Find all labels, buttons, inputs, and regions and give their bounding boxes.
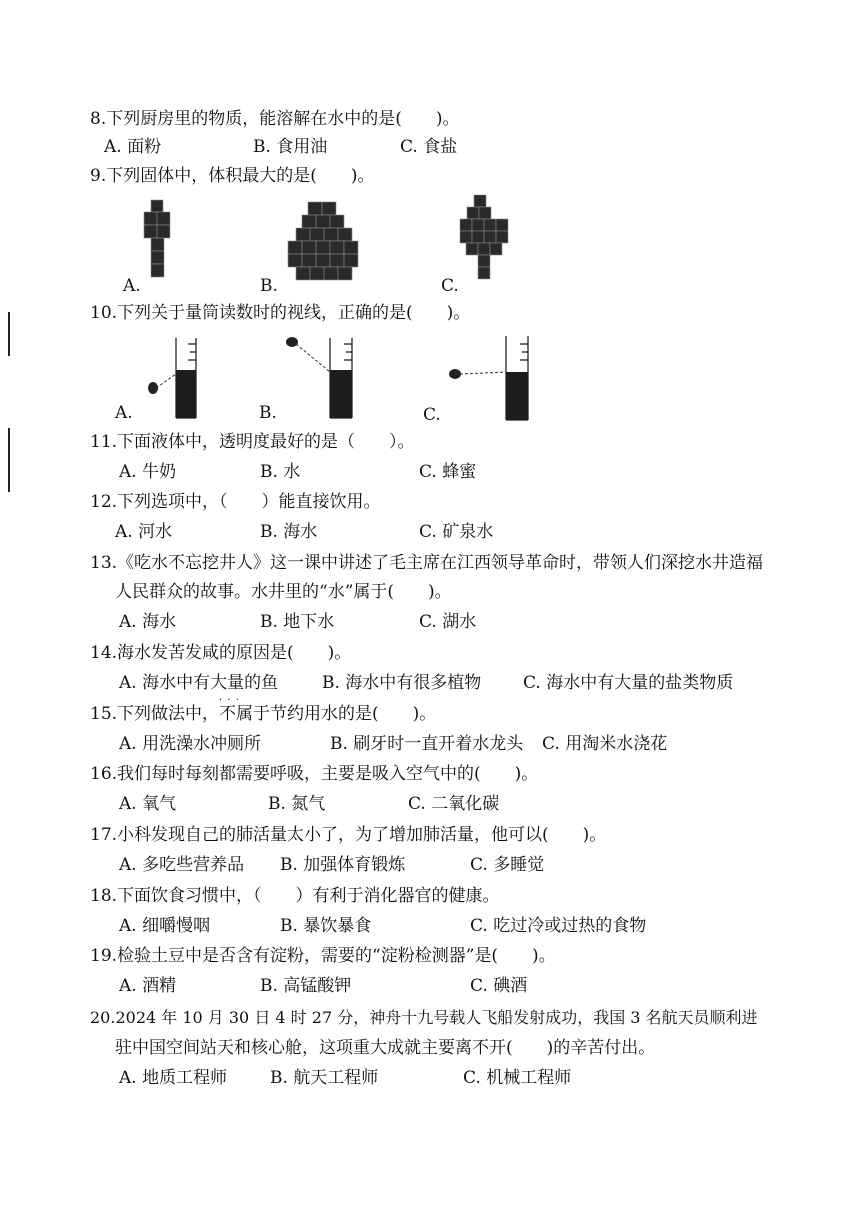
q11-option-c[interactable]: C. 蜂蜜 [419, 462, 477, 482]
q9-option-a[interactable]: A. [123, 276, 141, 296]
q18-option-c[interactable]: C. 吃过冷或过热的食物 [470, 916, 647, 936]
q15-option-b[interactable]: B. 刷牙时一直开着水龙头 [330, 734, 524, 754]
q13-option-c[interactable]: C. 湖水 [419, 612, 477, 632]
q13-option-b[interactable]: B. 地下水 [260, 612, 335, 632]
question-20-cont: 驻中国空间站天和核心舱，这项重大成就主要离不开( )的辛苦付出。 [115, 1038, 656, 1058]
q19-option-b[interactable]: B. 高锰酸钾 [260, 976, 352, 996]
q13-option-a[interactable]: A. 海水 [119, 612, 177, 632]
question-8: 8.下列厨房里的物质，能溶解在水中的是( )。 [90, 109, 460, 129]
q8-option-a[interactable]: A. 面粉 [104, 137, 162, 157]
q19-option-c[interactable]: C. 碘酒 [470, 976, 528, 996]
emphasis-dots: 不属于 · · · [219, 704, 270, 724]
question-18: 18.下面饮食习惯中，（ ）有利于消化器官的健康。 [90, 886, 500, 906]
question-13-cont: 人民群众的故事。水井里的“水”属于( )。 [115, 582, 452, 602]
q20-option-a[interactable]: A. 地质工程师 [119, 1068, 228, 1088]
question-19: 19.检验土豆中是否含有淀粉，需要的“淀粉检测器”是( )。 [90, 946, 556, 966]
q18-option-b[interactable]: B. 暴饮暴食 [280, 916, 372, 936]
question-10: 10.下列关于量筒读数时的视线，正确的是( )。 [90, 303, 471, 323]
q9-option-b[interactable]: B. [260, 276, 278, 296]
q16-option-a[interactable]: A. 氧气 [119, 794, 177, 814]
cylinder-figure-b [284, 334, 364, 420]
q11-option-b[interactable]: B. 水 [260, 462, 301, 482]
q16-option-b[interactable]: B. 氮气 [268, 794, 326, 814]
q20-option-b[interactable]: B. 航天工程师 [270, 1068, 379, 1088]
question-9: 9.下列固体中，体积最大的是( )。 [90, 166, 375, 186]
cube-figure-b [288, 202, 368, 287]
q19-option-a[interactable]: A. 酒精 [119, 976, 177, 996]
q15-option-c[interactable]: C. 用淘米水浇花 [542, 734, 668, 754]
q18-option-a[interactable]: A. 细嚼慢咽 [119, 916, 211, 936]
q14-option-b[interactable]: B. 海水中有很多植物 [322, 673, 482, 693]
q8-option-c[interactable]: C. 食盐 [400, 137, 458, 157]
q12-option-b[interactable]: B. 海水 [260, 522, 318, 542]
q10-option-b[interactable]: B. [259, 403, 277, 423]
q10-option-c[interactable]: C. [423, 405, 441, 425]
q12-option-a[interactable]: A. 河水 [115, 522, 173, 542]
question-17: 17.小科发现自己的肺活量太小了，为了增加肺活量，他可以( )。 [90, 825, 607, 845]
question-15: 15.下列做法中，不属于 · · ·节约用水的是( )。 [90, 703, 436, 725]
q17-option-c[interactable]: C. 多睡觉 [470, 855, 545, 875]
cube-figure-a [144, 200, 184, 290]
q11-option-a[interactable]: A. 牛奶 [119, 462, 177, 482]
q14-option-a[interactable]: A. 海水中有大量的鱼 [119, 673, 279, 693]
margin-mark [8, 428, 10, 492]
question-20: 20.2024 年 10 月 30 日 4 时 27 分，神舟十九号载人飞船发射成功，我国 3 名航天员顺利进 [90, 1008, 758, 1027]
q15-option-a[interactable]: A. 用洗澡水冲厕所 [119, 734, 262, 754]
question-13: 13.《吃水不忘挖井人》这一课中讲述了毛主席在江西领导革命时，带领人们深挖水井造福 [90, 553, 764, 573]
q17-option-b[interactable]: B. 加强体育锻炼 [280, 855, 406, 875]
q20-option-c[interactable]: C. 机械工程师 [463, 1068, 572, 1088]
q10-option-a[interactable]: A. [115, 403, 133, 423]
q9-option-c[interactable]: C. [441, 276, 459, 296]
cube-figure-c [460, 195, 515, 290]
question-12: 12.下列选项中，（ ）能直接饮用。 [90, 492, 381, 512]
q8-option-b[interactable]: B. 食用油 [253, 137, 328, 157]
cylinder-figure-a [144, 338, 204, 420]
q16-option-c[interactable]: C. 二氧化碳 [408, 794, 500, 814]
q17-option-a[interactable]: A. 多吃些营养品 [119, 855, 245, 875]
question-14: 14.海水发苦发咸的原因是( )。 [90, 643, 352, 663]
q14-option-c[interactable]: C. 海水中有大量的盐类物质 [523, 673, 734, 693]
question-16: 16.我们每时每刻都需要呼吸，主要是吸入空气中的( )。 [90, 764, 539, 784]
question-11: 11.下面液体中，透明度最好的是（ ）。 [90, 432, 415, 452]
q12-option-c[interactable]: C. 矿泉水 [419, 522, 494, 542]
cylinder-figure-c [446, 336, 536, 422]
margin-mark [8, 312, 10, 356]
